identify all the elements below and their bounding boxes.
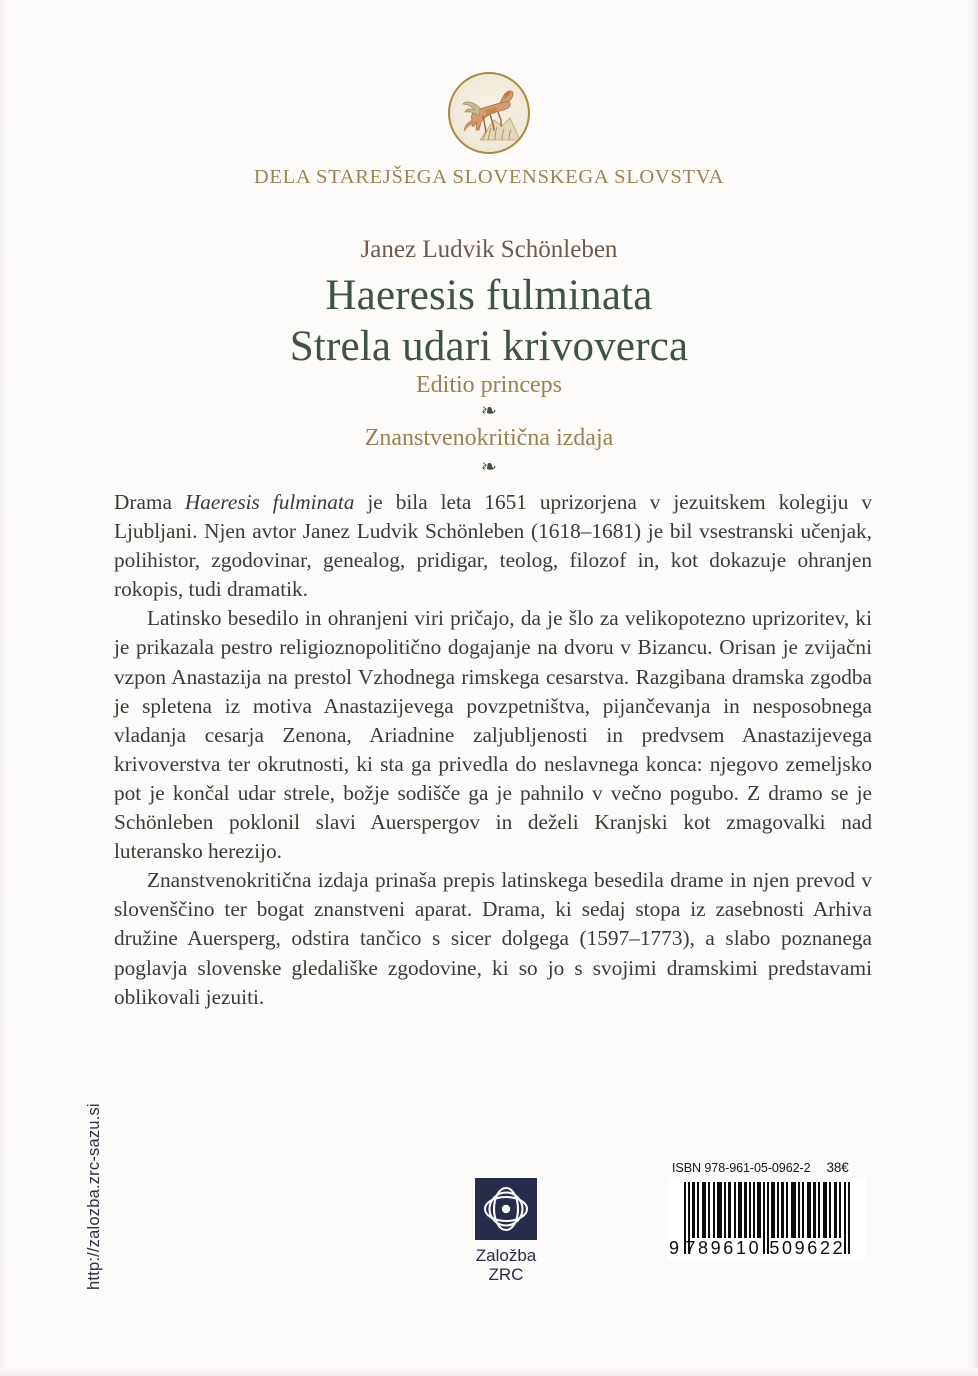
publisher-name-line1: Založba <box>475 1246 537 1265</box>
barcode-digit: 6 <box>807 1238 818 1258</box>
price-label: 38€ <box>826 1160 849 1175</box>
book-title-latin: Haeresis fulminata <box>325 272 653 319</box>
barcode-digit: 7 <box>685 1238 696 1258</box>
book-title-slovene: Strela udari krivoverca <box>289 323 689 370</box>
isbn-barcode-block <box>668 1160 868 1260</box>
barcode-digit: 2 <box>832 1238 843 1258</box>
barcode-digit: 9 <box>710 1238 721 1258</box>
italic-title-mention: Haeresis fulminata <box>184 490 355 514</box>
isbn-number: ISBN 978-961-05-0962-2 <box>672 1161 811 1175</box>
blurb-paragraph: Znanstvenokritična izdaja prinaša prepis latinskega besedila drame in njen prevod v slovenščino ter bogat znanstveni aparat. Drama, ki sedaj stopa iz zasebnosti Arhiva družine Auersperg, odstira tančico s sicer dolgega (1597–1773), a slabo poznanega poglavja slovenske gledališke zgodovine, ki so jo s svojimi dramskimi predstavami oblikovali jezuiti. <box>114 868 872 1009</box>
website-url[interactable]: http://zalozba.zrc-sazu.si <box>85 1103 103 1290</box>
barcode-digit: 8 <box>697 1238 708 1258</box>
series-emblem-container <box>0 72 978 154</box>
author-name: Janez Ludvik Schönleben <box>360 236 618 263</box>
scholarly-edition-label: Znanstvenokritična izdaja <box>364 425 614 451</box>
series-name: DELA STAREJŠEGA SLOVENSKEGA SLOVSTVA <box>253 166 725 188</box>
blurb-paragraph: Latinsko besedilo in ohranjeni viri pričajo, da je šlo za velikopotezno uprizoritev, ki je prikazala pestro religioznopolitično dogajanje na dvoru v Bizancu. Orisan je zvijačni vzpon Anastazija na prestol Vzhodnega rimskega cesarstva. Razgibana dramska zgodba je spletena iz motiva Anastazijevega povzpetništva, pijančevanja in nesposobnega vladanja cesarja Zenona, Ariadnine zaljubljenosti in predvsem Anastazijevega krivoverstva ter okrutnosti, ki sta ga privedla do neslavnega konca: njegovo zemeljsko pot je končal udar strele, božje sodišče ga je pahnilo v večno pogubo. Z dramo se je Schönleben poklonil slavi Auerspergov in deželi Kranjski kot zmagovalki nad luteransko herezijo. <box>114 606 872 864</box>
barcode-digits-right <box>768 1238 844 1259</box>
isbn-line <box>668 1160 868 1175</box>
pegasus-emblem-icon <box>448 72 530 154</box>
publisher-block <box>446 1178 566 1284</box>
barcode-digits-left <box>684 1238 760 1259</box>
edition-label: Editio princeps <box>416 372 562 398</box>
barcode-digit: 6 <box>723 1238 734 1258</box>
ornament-divider-icon: ❧ <box>481 457 497 478</box>
barcode-digit: 9 <box>794 1238 805 1258</box>
barcode-digits <box>668 1238 866 1259</box>
ean13-barcode <box>668 1178 866 1260</box>
barcode-digit: 0 <box>748 1238 759 1258</box>
publisher-name-line2: ZRC <box>488 1265 524 1284</box>
barcode-digit: 0 <box>781 1238 792 1258</box>
barcode-digit: 1 <box>735 1238 746 1258</box>
publisher-name <box>446 1246 566 1284</box>
barcode-digit: 2 <box>819 1238 830 1258</box>
barcode-digit: 5 <box>769 1238 780 1258</box>
zrc-atom-logo-icon <box>475 1178 537 1240</box>
blurb-text <box>114 488 872 1012</box>
barcode-digit-lead: 9 <box>669 1238 680 1258</box>
blurb-paragraph: Drama Haeresis fulminata je bila leta 1651 uprizorjena v jezuitskem kolegiju v Ljubljani. Njen avtor Janez Ludvik Schönleben (1618–1681) je bil vsestranski učenjak, polihistor, zgodovinar, genealog, pridigar, teolog, filozof in, kot dokazuje ohranjen rokopis, tudi dramatik. <box>114 490 872 602</box>
ornament-divider-icon: ❧ <box>481 401 497 422</box>
